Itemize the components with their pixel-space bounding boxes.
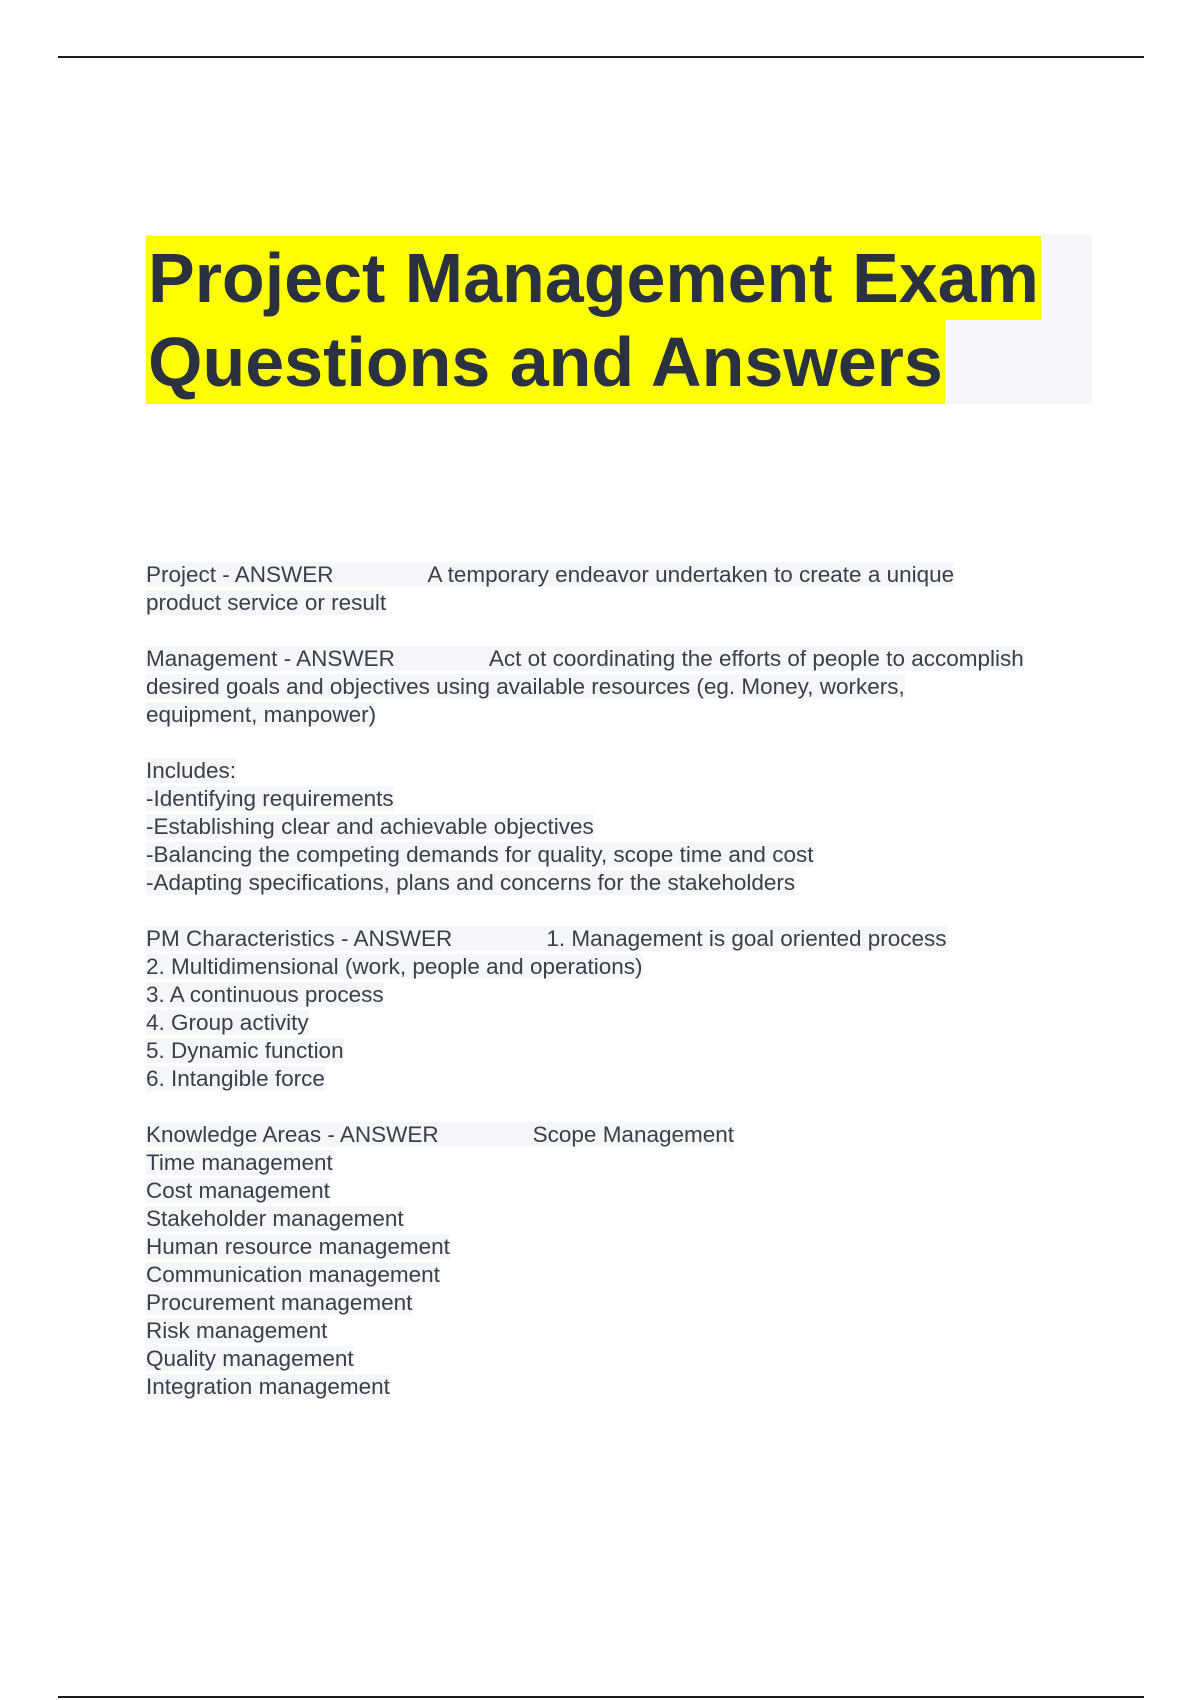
bottom-rule [58, 1696, 1144, 1698]
list-item: Integration management [146, 1374, 390, 1399]
list-item: 6. Intangible force [146, 1066, 325, 1091]
qa-term: Project - ANSWER [146, 562, 334, 587]
page-title-line-2: Questions and Answers [146, 320, 945, 404]
qa-project [146, 561, 1096, 617]
list-item: Scope Management [532, 1122, 735, 1147]
qa-knowledge-areas [146, 1121, 1096, 1401]
document-body [146, 561, 1096, 1429]
qa-term: Knowledge Areas - ANSWER [146, 1122, 439, 1147]
list-item: Stakeholder management [146, 1206, 404, 1231]
list-item: 4. Group activity [146, 1010, 309, 1035]
list-item: -Balancing the competing demands for quality, scope time and cost [146, 842, 814, 867]
list-item: 5. Dynamic function [146, 1038, 344, 1063]
includes-list [146, 757, 1096, 897]
qa-answer-line: Act ot coordinating the efforts of people to accomplish [488, 646, 1024, 671]
list-item: 3. A continuous process [146, 982, 384, 1007]
title-block [146, 234, 1092, 404]
list-item: Quality management [146, 1346, 354, 1371]
qa-pm-characteristics [146, 925, 1096, 1093]
list-item: Cost management [146, 1178, 330, 1203]
list-item: Communication management [146, 1262, 440, 1287]
includes-heading: Includes: [146, 758, 237, 783]
page-title-line-1: Project Management Exam [146, 236, 1041, 320]
list-item: Risk management [146, 1318, 328, 1343]
list-item: -Establishing clear and achievable objectives [146, 814, 594, 839]
qa-answer-line: product service or result [146, 590, 387, 615]
top-rule [58, 56, 1144, 58]
qa-answer-line: equipment, manpower) [146, 702, 377, 727]
qa-term: Management - ANSWER [146, 646, 395, 671]
qa-answer-line: desired goals and objectives using available resources (eg. Money, workers, [146, 674, 905, 699]
list-item: 2. Multidimensional (work, people and operations) [146, 954, 643, 979]
list-item: Procurement management [146, 1290, 413, 1315]
list-item: 1. Management is goal oriented process [546, 926, 947, 951]
qa-term: PM Characteristics - ANSWER [146, 926, 453, 951]
list-item: Human resource management [146, 1234, 450, 1259]
list-item: -Identifying requirements [146, 786, 394, 811]
list-item: Time management [146, 1150, 333, 1175]
qa-answer-line: A temporary endeavor undertaken to create a unique [427, 562, 955, 587]
list-item: -Adapting specifications, plans and concerns for the stakeholders [146, 870, 796, 895]
qa-management [146, 645, 1096, 729]
